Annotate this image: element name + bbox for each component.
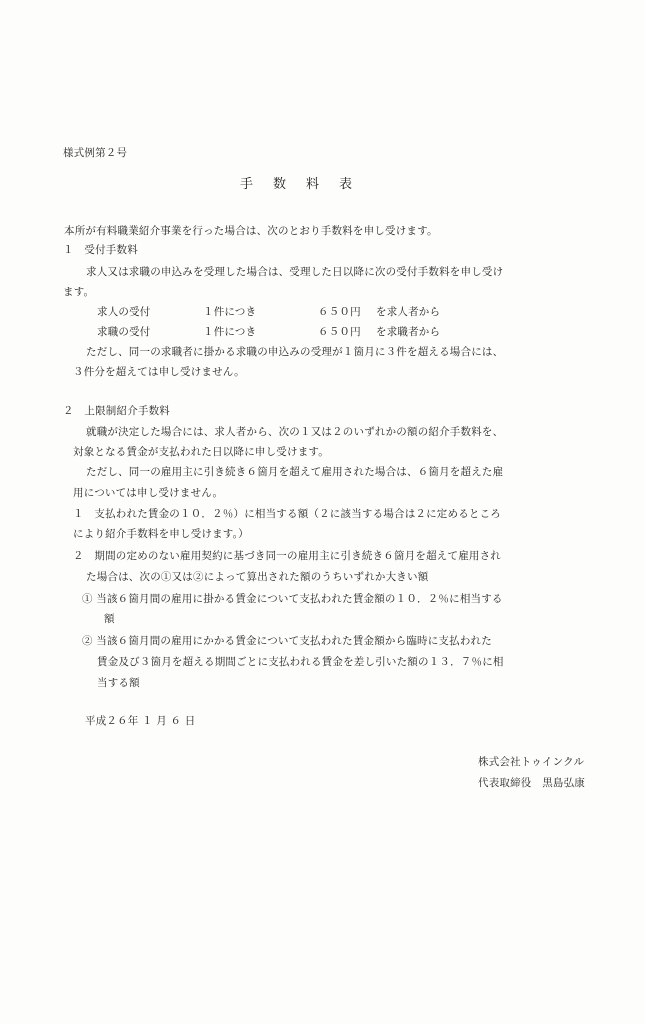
section2-subitem2: ② 当該６箇月間の雇用にかかる賃金について支払われた賃金額から臨時に支払われた: [82, 635, 492, 647]
fee-row-payer: を求人者から: [376, 306, 441, 318]
section2-subitem1: ① 当該６箇月間の雇用に掛かる賃金について支払われた賃金額の１０．２％に相当する: [82, 593, 503, 605]
section2-paragraph: 就職が決定した場合には、求人者から、次の１又は２のいずれかの額の紹介手数料を、: [86, 426, 504, 438]
fee-row-label: 求人の受付: [97, 306, 151, 318]
document-date: 平成２６年 １ 月 ６ 日: [85, 715, 196, 727]
section2-subitem1: 額: [104, 613, 115, 625]
section1-note: ３件分を超えては申し受けません。: [73, 366, 245, 378]
section1-heading: １ 受付手数料: [63, 244, 138, 256]
section2-subitem2: 当する額: [97, 677, 140, 689]
fee-row-unit: １件につき: [203, 326, 257, 338]
section2-paragraph: 対象となる賃金が支払われた日以降に申し受けます。: [73, 446, 329, 458]
title-char: 料: [306, 177, 322, 192]
section1-paragraph: ます。: [63, 286, 95, 298]
section2-item2: ２ 期間の定めのない雇用契約に基づき同一の雇用主に引き続き６箇月を超えて雇用され: [73, 550, 501, 562]
representative-name: 代表取締役 黒島弘康: [478, 777, 585, 789]
section2-paragraph: 用については申し受けません。: [73, 487, 224, 499]
page-title: [240, 173, 354, 192]
section1-paragraph: 求人又は求職の申込みを受理した場合は、受理した日以降に次の受付手数料を申し受け: [86, 266, 504, 278]
section2-subitem2: 賃金及び３箇月を超える期間ごとに支払われる賃金を差し引いた額の１３．７％に相: [97, 656, 504, 668]
fee-row-payer: を求職者から: [376, 326, 441, 338]
fee-row-unit: １件につき: [203, 306, 257, 318]
intro-text: 本所が有料職業紹介事業を行った場合は、次のとおり手数料を申し受けます。: [64, 225, 438, 237]
section2-item1: １ 支払われた賃金の１０．２％）に相当する額（２に該当する場合は２に定めるところ: [73, 508, 501, 520]
fee-row-amount: ６５０円: [318, 306, 361, 318]
section2-paragraph: ただし、同一の雇用主に引き続き６箇月を超えて雇用された場合は、６箇月を超えた雇: [86, 466, 504, 478]
form-number: 様式例第２号: [63, 147, 128, 159]
section2-item1: により紹介手数料を申し受けます。）: [73, 528, 249, 540]
fee-row-label: 求職の受付: [97, 326, 151, 338]
section1-note: ただし、同一の求職者に掛かる求職の申込みの受理が１箇月に３件を超える場合には、: [86, 346, 504, 358]
section2-item2: た場合は、次の①又は②によって算出された額のうちいずれか大きい額: [86, 571, 429, 583]
company-name: 株式会社トゥインクル: [478, 756, 585, 768]
title-char: 数: [273, 177, 289, 192]
fee-row-amount: ６５０円: [318, 326, 361, 338]
title-char: 手: [240, 177, 256, 192]
section2-heading: ２ 上限制紹介手数料: [63, 405, 170, 417]
title-char: 表: [339, 177, 355, 192]
